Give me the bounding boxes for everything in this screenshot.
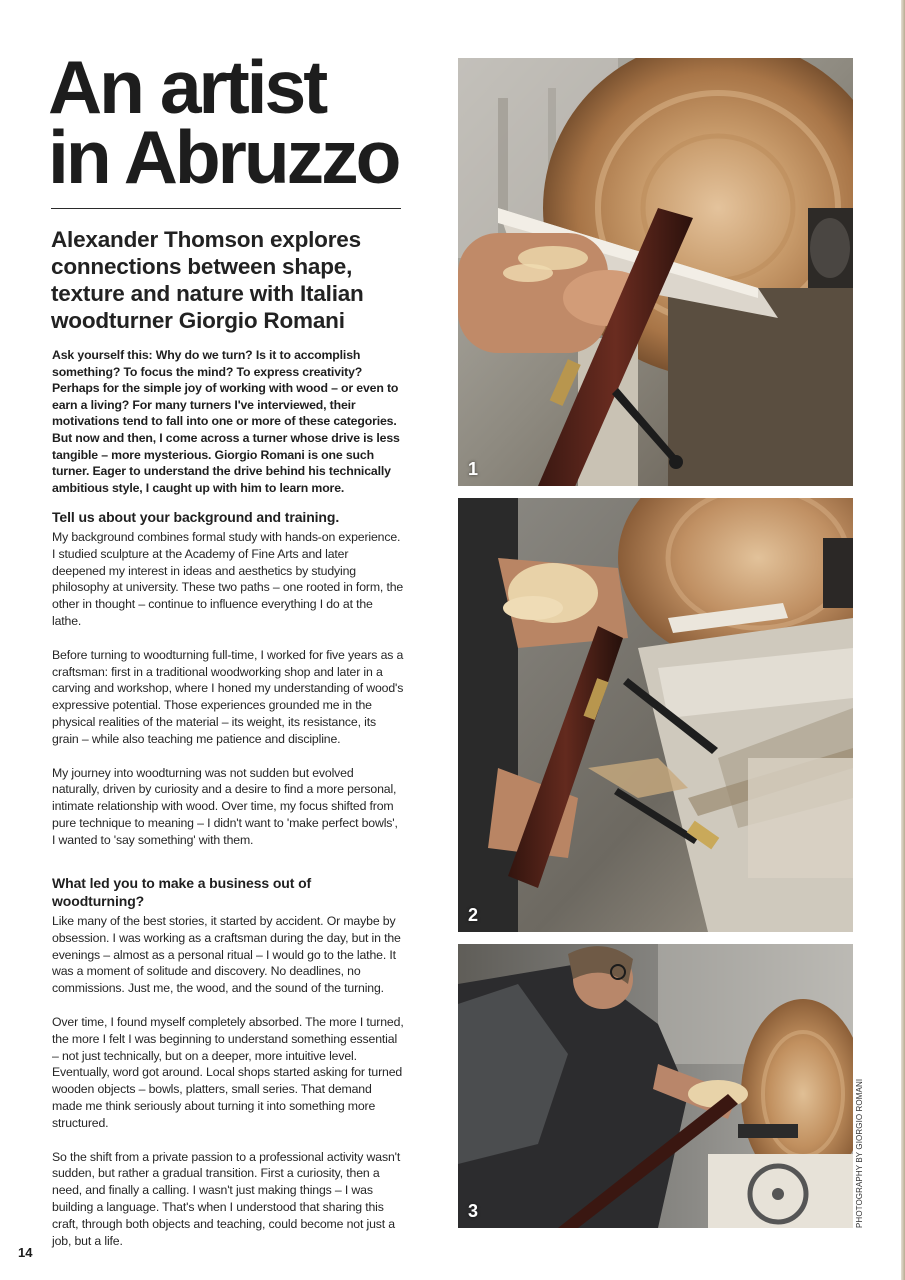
- photo-number: 1: [468, 459, 479, 479]
- title-line-1: An artist: [48, 45, 326, 129]
- intro-paragraph: Ask yourself this: Why do we turn? Is it to accomplish something? To focus the mind? To express creativity? Perhaps for the simple joy of working with wood – or even to earn a living? For many turners I've interviewed, their motivations tend to fall into one or more of these categories. But now and then, I come across a turner whose drive is less tangible – more mysterious. Giorgio Romani is one such turner. Eager to understand the drive behind his technically ambitious style, I caught up with him to learn more.: [52, 348, 400, 495]
- photo-lathe-closeup: [458, 58, 853, 486]
- answer-paragraph: Over time, I found myself completely absorbed. The more I turned, the more I felt I was beginning to understand something essential – not just technically, but on a deeper, more intuitive level. Eventually, word got around. Local shops started asking for turned wooden objects – bowls, platters, small series. That demand made me think seriously about turning it into something more structured.: [52, 1014, 404, 1130]
- qa-section-background: [52, 508, 404, 866]
- answer-paragraph: Before turning to woodturning full-time, I worked for five years as a craftsman: first in a traditional woodworking shop and later in a carving and workshop, where I honed my understanding of wood's expressive potential. Those experiences grounded me in the physical realities of the material – its weight, its resistance, its grain – while also teaching me patience and discipline.: [52, 647, 404, 746]
- photo-turner-portrait-image: [458, 944, 853, 1228]
- question-heading: What led you to make a business out of woodturning?: [52, 875, 312, 909]
- photo-lathe-bed: [458, 498, 853, 932]
- answer-paragraph: So the shift from a private passion to a professional activity wasn't sudden, but rather a gradual transition. First a curiosity, then a need, and finally a calling. I wasn't just making things – I was building a language. That's when I understood that sharing this craft, through both objects and teaching, could become not just a job, but a life.: [52, 1149, 401, 1248]
- photo-number: 3: [468, 1201, 479, 1221]
- answer-paragraph: My journey into woodturning was not sudden but evolved naturally, driven by curiosity and a desire to find a more personal, intimate relationship with wood. Over time, my focus shifted from pure technique to meaning – I didn't want to 'make perfect bowls', I wanted to 'say something' with them.: [52, 765, 398, 847]
- photo-turner-portrait: [458, 944, 853, 1228]
- article-title: [48, 45, 418, 199]
- answer-paragraph: My background combines formal study with hands-on experience. I studied sculpture at the Academy of Fine Arts and later deepened my interest in ideas and aesthetics by studying philosophy at university. These two paths – one rooted in form, the other in thought – continue to influence everything I do at the lathe.: [52, 530, 404, 628]
- standfirst: Alexander Thomson explores connections between shape, texture and nature with Italian woodturner Giorgio Romani: [51, 227, 364, 333]
- answer-paragraph: Like many of the best stories, it started by accident. Or maybe by obsession. I was working as a craftsman during the day, but in the evenings – almost as a personal ritual – I would go to the lathe. It was a moment of solitude and discovery. No deadlines, no commissions. Just me, the wood, and the sound of the turning.: [52, 914, 401, 996]
- photo-number: 2: [468, 905, 479, 925]
- title-line-2: in Abruzzo: [48, 115, 399, 199]
- photo-lathe-bed-image: [458, 498, 853, 932]
- photo-lathe-closeup-image: [458, 58, 853, 486]
- qa-section-business: [52, 874, 404, 1266]
- page-number: 14: [18, 1245, 33, 1260]
- photo-credit: PHOTOGRAPHY BY GIORGIO ROMANI: [855, 1078, 864, 1228]
- question-heading: Tell us about your background and training.: [52, 509, 340, 525]
- page-edge: [901, 0, 905, 1280]
- title-divider: [51, 208, 401, 209]
